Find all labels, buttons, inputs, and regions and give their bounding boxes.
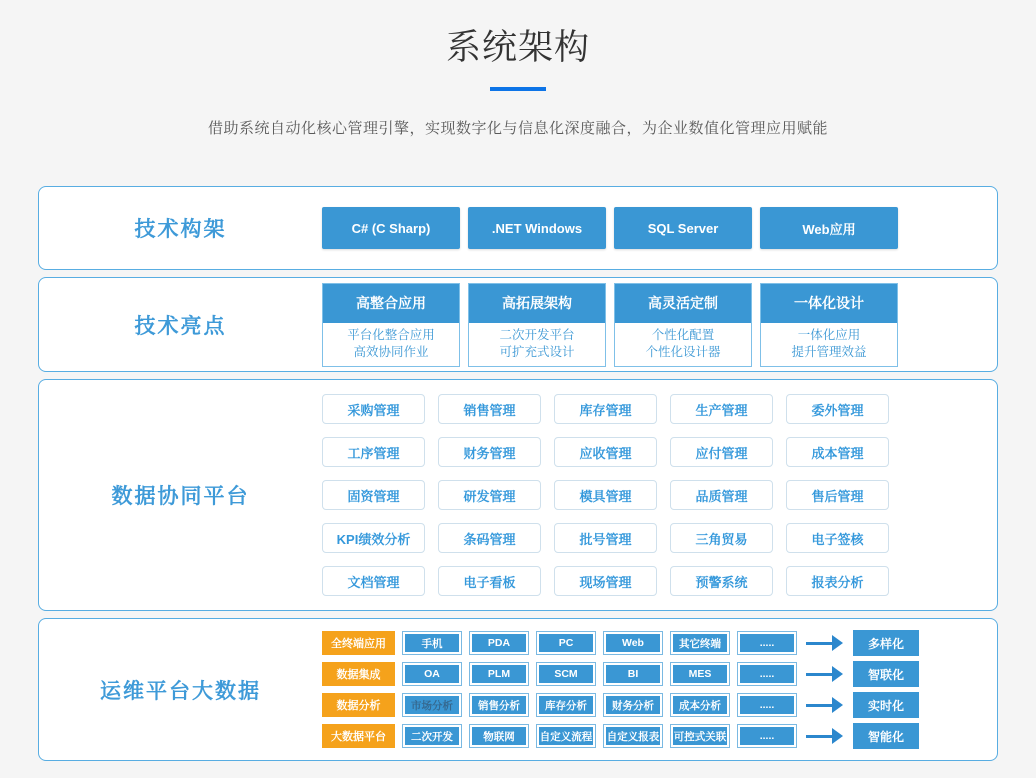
tech-button-sqlserver[interactable]: SQL Server — [614, 207, 752, 249]
bigdata-chip-more[interactable]: ..... — [737, 693, 797, 717]
tech-stack-buttons — [322, 207, 898, 249]
module-chip-production[interactable]: 生产管理 — [670, 394, 773, 424]
module-chip-finance[interactable]: 财务管理 — [438, 437, 541, 467]
module-chip-batch[interactable]: 批号管理 — [554, 523, 657, 553]
bigdata-result-connected[interactable]: 智联化 — [853, 661, 919, 687]
highlight-cards — [322, 283, 898, 367]
highlight-card-title: 高灵活定制 — [615, 284, 751, 323]
data-platform-label: 数据协同平台 — [111, 485, 250, 508]
bigdata-result-diverse[interactable]: 多样化 — [853, 630, 919, 656]
bigdata-chip-more[interactable]: ..... — [737, 631, 797, 655]
tech-stack-label: 技术构架 — [134, 218, 227, 241]
bigdata-row-terminals — [322, 630, 919, 656]
bigdata-chip-mes[interactable]: MES — [670, 662, 730, 686]
highlight-card-allinone — [760, 283, 898, 367]
bigdata-chip-more[interactable]: ..... — [737, 662, 797, 686]
bigdata-chip-bi[interactable]: BI — [603, 662, 663, 686]
bigdata-row-platform — [322, 723, 919, 749]
bigdata-chip-plm[interactable]: PLM — [469, 662, 529, 686]
module-chip-onsite[interactable]: 现场管理 — [554, 566, 657, 596]
highlight-card-title: 高整合应用 — [323, 284, 459, 323]
highlight-card-body — [615, 323, 751, 366]
arrow-right-icon — [804, 666, 846, 682]
highlights-label: 技术亮点 — [134, 314, 227, 338]
panel-bigdata — [38, 618, 998, 761]
module-chip-triangle-trade[interactable]: 三角贸易 — [670, 523, 773, 553]
highlight-card-line: 平台化整合应用 — [347, 327, 435, 342]
bigdata-category: 数据集成 — [322, 662, 395, 686]
module-chip-mold[interactable]: 模具管理 — [554, 480, 657, 510]
bigdata-result-intelligent[interactable]: 智能化 — [853, 723, 919, 749]
bigdata-chip-more[interactable]: ..... — [737, 724, 797, 748]
highlight-card-line: 一体化应用 — [797, 327, 861, 342]
tech-button-dotnet[interactable]: .NET Windows — [468, 207, 606, 249]
bigdata-chip-iot[interactable]: 物联网 — [469, 724, 529, 748]
highlight-card-customization — [614, 283, 752, 367]
module-chip-alert[interactable]: 预警系统 — [670, 566, 773, 596]
bigdata-chip-sales-analysis[interactable]: 销售分析 — [469, 693, 529, 717]
highlight-card-body — [323, 323, 459, 366]
bigdata-result-realtime[interactable]: 实时化 — [853, 692, 919, 718]
bigdata-label: 运维平台大数据 — [100, 679, 261, 703]
tech-button-web[interactable]: Web应用 — [760, 207, 898, 249]
bigdata-chip-pc[interactable]: PC — [536, 631, 596, 655]
module-chip-payable[interactable]: 应付管理 — [670, 437, 773, 467]
bigdata-chip-finance-analysis[interactable]: 财务分析 — [603, 693, 663, 717]
module-chip-document[interactable]: 文档管理 — [322, 566, 425, 596]
bigdata-row-integration — [322, 661, 919, 687]
arrow-right-icon — [804, 697, 846, 713]
highlight-card-body — [761, 323, 897, 366]
title-underline-divider — [490, 87, 546, 91]
bigdata-chip-secondary-dev[interactable]: 二次开发 — [402, 724, 462, 748]
arrow-right-icon — [804, 728, 846, 744]
bigdata-chip-controllable-link[interactable]: 可控式关联 — [670, 724, 730, 748]
module-chip-kanban[interactable]: 电子看板 — [438, 566, 541, 596]
bigdata-chip-web[interactable]: Web — [603, 631, 663, 655]
highlight-card-line: 提升管理效益 — [791, 344, 867, 359]
module-chip-report[interactable]: 报表分析 — [786, 566, 889, 596]
bigdata-chip-cost-analysis[interactable]: 成本分析 — [670, 693, 730, 717]
highlight-card-line: 可扩充式设计 — [499, 344, 575, 359]
module-chip-purchase[interactable]: 采购管理 — [322, 394, 425, 424]
highlight-card-line: 高效协同作业 — [353, 344, 429, 359]
bigdata-chip-custom-report[interactable]: 自定义报表 — [603, 724, 663, 748]
module-chip-assets[interactable]: 固资管理 — [322, 480, 425, 510]
highlight-card-title: 一体化设计 — [761, 284, 897, 323]
bigdata-chip-scm[interactable]: SCM — [536, 662, 596, 686]
highlight-card-extension — [468, 283, 606, 367]
panel-tech-stack — [38, 186, 998, 270]
bigdata-chip-pda[interactable]: PDA — [469, 631, 529, 655]
bigdata-category: 全终端应用 — [322, 631, 395, 655]
bigdata-chip-custom-flow[interactable]: 自定义流程 — [536, 724, 596, 748]
page-header — [0, 0, 1036, 138]
highlight-card-title: 高拓展架构 — [469, 284, 605, 323]
module-chip-barcode[interactable]: 条码管理 — [438, 523, 541, 553]
module-chip-process[interactable]: 工序管理 — [322, 437, 425, 467]
highlight-card-line: 个性化设计器 — [645, 344, 721, 359]
module-chip-cost[interactable]: 成本管理 — [786, 437, 889, 467]
bigdata-category: 数据分析 — [322, 693, 395, 717]
panel-highlights — [38, 277, 998, 372]
bigdata-row-analysis — [322, 692, 919, 718]
bigdata-chip-inventory-analysis[interactable]: 库存分析 — [536, 693, 596, 717]
bigdata-chip-other-terminal[interactable]: 其它终端 — [670, 631, 730, 655]
module-chip-outsourcing[interactable]: 委外管理 — [786, 394, 889, 424]
architecture-panels — [38, 186, 998, 761]
arrow-right-icon — [804, 635, 846, 651]
page-title: 系统架构 — [445, 28, 590, 67]
module-chip-kpi[interactable]: KPI绩效分析 — [322, 523, 425, 553]
bigdata-chip-market-analysis[interactable]: 市场分析 — [402, 693, 462, 717]
module-chip-receivable[interactable]: 应收管理 — [554, 437, 657, 467]
highlight-card-line: 个性化配置 — [651, 327, 715, 342]
bigdata-category: 大数据平台 — [322, 724, 395, 748]
panel-data-platform — [38, 379, 998, 611]
module-chip-rnd[interactable]: 研发管理 — [438, 480, 541, 510]
module-chip-esign[interactable]: 电子签核 — [786, 523, 889, 553]
module-chip-aftersales[interactable]: 售后管理 — [786, 480, 889, 510]
module-chip-quality[interactable]: 品质管理 — [670, 480, 773, 510]
module-chip-sales[interactable]: 销售管理 — [438, 394, 541, 424]
module-chip-inventory[interactable]: 库存管理 — [554, 394, 657, 424]
highlight-card-body — [469, 323, 605, 366]
page-subtitle: 借助系统自动化核心管理引擎，实现数字化与信息化深度融合，为企业数值化管理应用赋能 — [207, 120, 828, 137]
bigdata-chip-mobile[interactable]: 手机 — [402, 631, 462, 655]
bigdata-chip-oa[interactable]: OA — [402, 662, 462, 686]
tech-button-csharp[interactable]: C# (C Sharp) — [322, 207, 460, 249]
highlight-card-line: 二次开发平台 — [499, 327, 575, 342]
highlight-card-integration — [322, 283, 460, 367]
module-grid — [322, 394, 889, 596]
bigdata-rows — [322, 630, 919, 749]
